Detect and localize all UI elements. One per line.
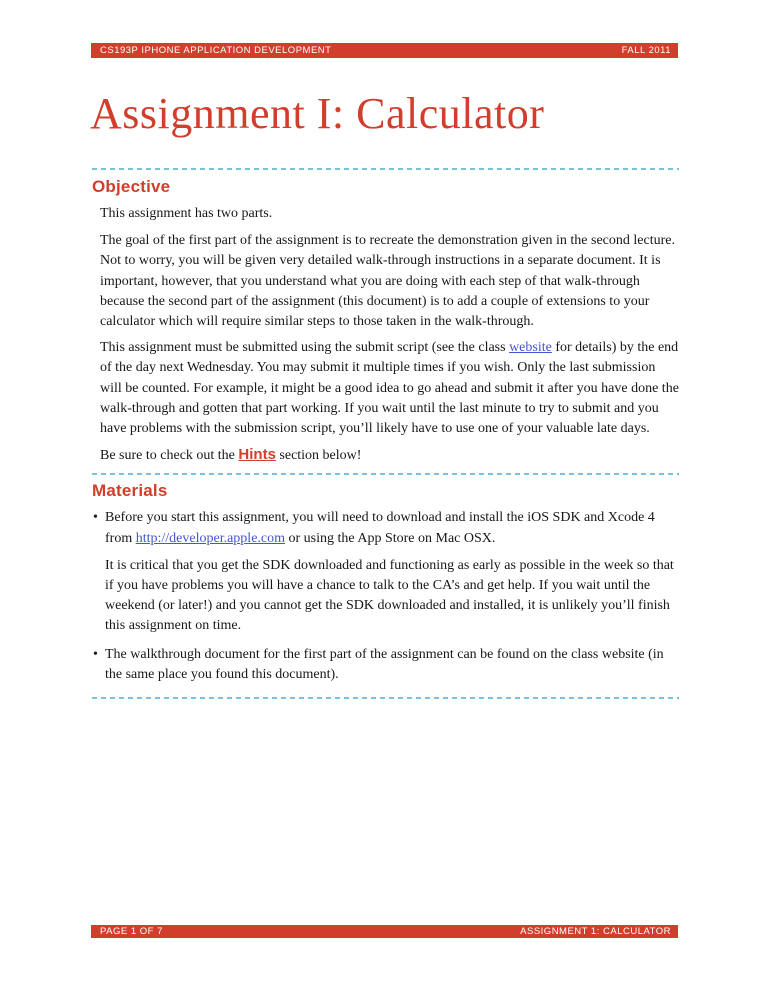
footer-bar xyxy=(91,925,678,938)
paragraph-hints-callout xyxy=(100,445,679,466)
section-heading-materials: Materials xyxy=(92,481,168,501)
document-title: Assignment I: Calculator xyxy=(90,89,545,138)
dashed-divider xyxy=(92,473,679,475)
paragraph-text: or using the App Store on Mac OSX. xyxy=(285,530,496,546)
bullet-icon: • xyxy=(93,510,98,526)
footer-page-number: PAGE 1 OF 7 xyxy=(100,926,163,937)
paragraph-goal: The goal of the first part of the assignment is to recreate the demonstration given in the second lecture. Not to worry, you will be given very detailed walk-through instructions in a separate document. It is important, however, that you understand what you are doing with each step of that walk-through because the second part of the assignment (this document) is to add a couple of extensions to your calculator which will require similar steps to those taken in the walk-through. xyxy=(100,233,675,330)
list-item-sdk xyxy=(93,508,679,548)
paragraph-intro: This assignment has two parts. xyxy=(100,206,273,221)
website-link[interactable]: website xyxy=(509,340,552,356)
paragraph-submission xyxy=(100,338,679,439)
developer-apple-link[interactable]: http://developer.apple.com xyxy=(135,530,286,546)
paragraph-text: for details) by the end of the day next Wednesday. You may submit it multiple times if you wish. Only the last submission will be counted. For example, it might be a good idea to go ahead and submit it after you have done the walk-through and gotten that part working. If you wait until the last minute to try to submit and you have problems with the submission script, you’ll likely have to use one of your valuable late days. xyxy=(100,340,679,437)
bullet-icon: • xyxy=(93,646,98,662)
list-item-text: The walkthrough document for the first part of the assignment can be found on the class website (in the same place you found this document). xyxy=(105,646,664,682)
paragraph-text: This assignment must be submitted using the submit script (see the class xyxy=(100,340,510,356)
paragraph-text: Be sure to check out the xyxy=(100,448,239,464)
footer-doc-title: ASSIGNMENT 1: CALCULATOR xyxy=(520,926,671,937)
dashed-divider xyxy=(92,697,679,699)
header-term-label: FALL 2011 xyxy=(621,45,671,56)
header-course-label: CS193P IPHONE APPLICATION DEVELOPMENT xyxy=(100,45,332,56)
document-body xyxy=(92,0,679,699)
paragraph-text: Before you start this assignment, you will need to download and install the iOS SDK and Xcode 4 from xyxy=(105,510,655,546)
paragraph-text: section below! xyxy=(275,448,362,464)
dashed-divider xyxy=(92,168,679,170)
list-item-text xyxy=(105,508,679,548)
paragraph-sdk-note: It is critical that you get the SDK downloaded and functioning as early as possible in the week so that if you have problems you will have a chance to talk to the CA’s and get help. If you wait until the weekend (or later!) and you cannot get the SDK downloaded and installed, it is unlikely you’ll finish this assignment on time. xyxy=(105,557,674,634)
hints-link[interactable]: Hints xyxy=(238,446,276,464)
section-heading-objective: Objective xyxy=(92,177,171,196)
list-item-walkthrough xyxy=(93,645,679,685)
